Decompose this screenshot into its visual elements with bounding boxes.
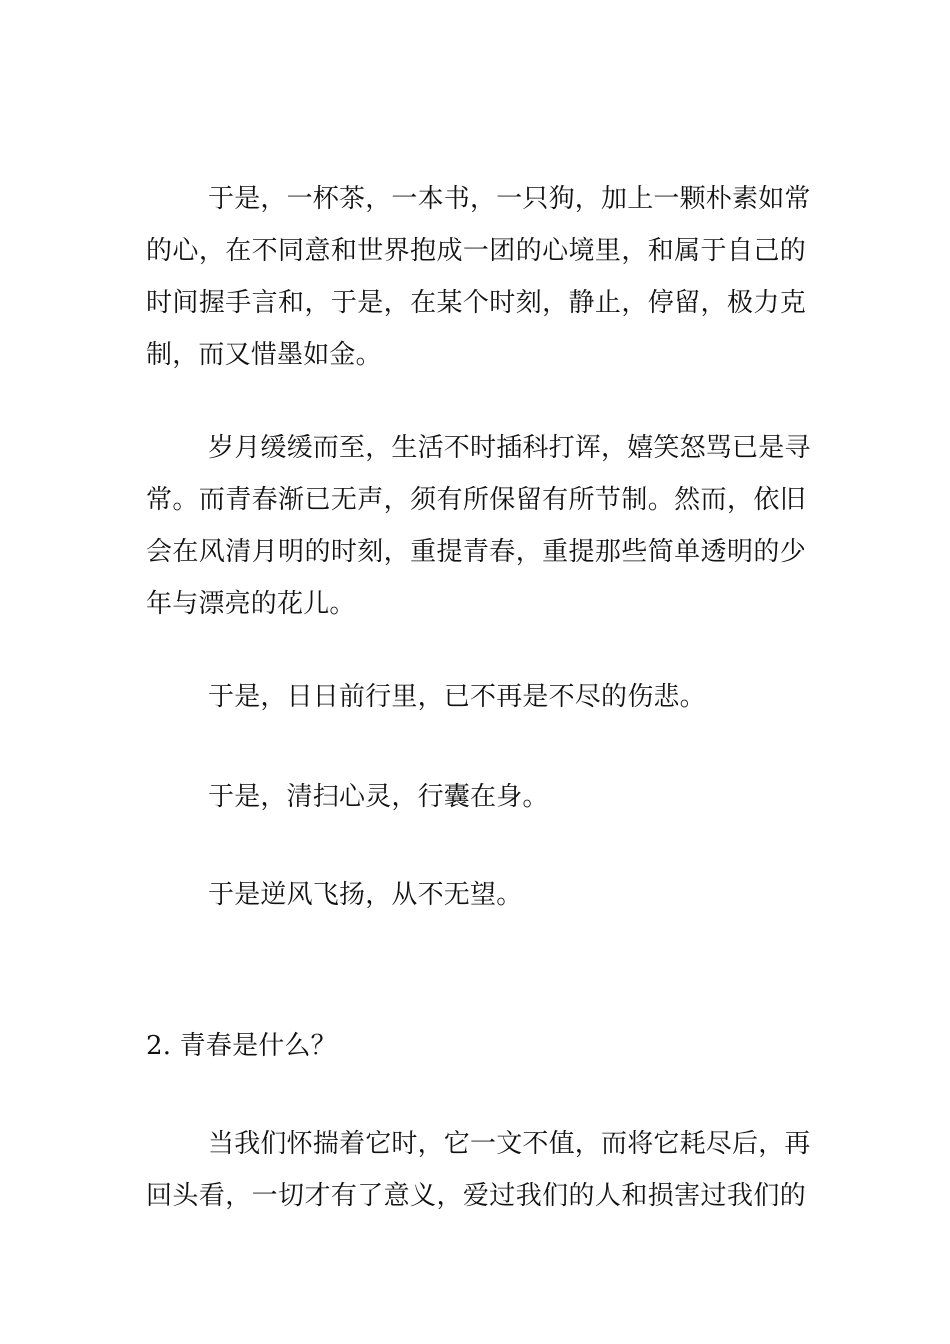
text-line: 于是，日日前行里，已不再是不尽的伤悲。 (208, 682, 706, 712)
paragraph (146, 671, 806, 723)
text-line: 当我们怀揣着它时，它一文不值，而将它耗尽后，再 (208, 1129, 811, 1159)
text-line: 的心，在不同意和世界抱成一团的心境里，和属于自己的 (146, 236, 806, 266)
paragraph (146, 173, 811, 381)
text-line: 于是逆风飞扬，从不无望。 (208, 880, 523, 910)
text-line: 常。而青春渐已无声，须有所保留有所节制。然而，依旧 (146, 485, 806, 515)
text-line: 于是，一杯茶，一本书，一只狗，加上一颗朴素如常 (208, 184, 811, 214)
paragraph (146, 869, 806, 921)
paragraph (146, 1118, 811, 1222)
text-line: 时间握手言和，于是，在某个时刻，静止，停留，极力克 (146, 288, 806, 318)
text-line: 年与漂亮的花儿。 (146, 589, 356, 619)
text-line: 岁月缓缓而至，生活不时插科打诨，嬉笑怒骂已是寻 (208, 433, 811, 463)
paragraph (146, 422, 811, 630)
heading-text: 2. 青春是什么？ (146, 1031, 337, 1061)
text-line: 于是，清扫心灵，行囊在身。 (208, 782, 549, 812)
text-line: 回头看，一切才有了意义，爱过我们的人和损害过我们的 (146, 1181, 806, 1211)
paragraph (146, 771, 806, 823)
section-heading (146, 1020, 806, 1072)
text-line: 会在风清月明的时刻，重提青春，重提那些简单透明的少 (146, 537, 806, 567)
text-line: 制，而又惜墨如金。 (146, 340, 382, 370)
